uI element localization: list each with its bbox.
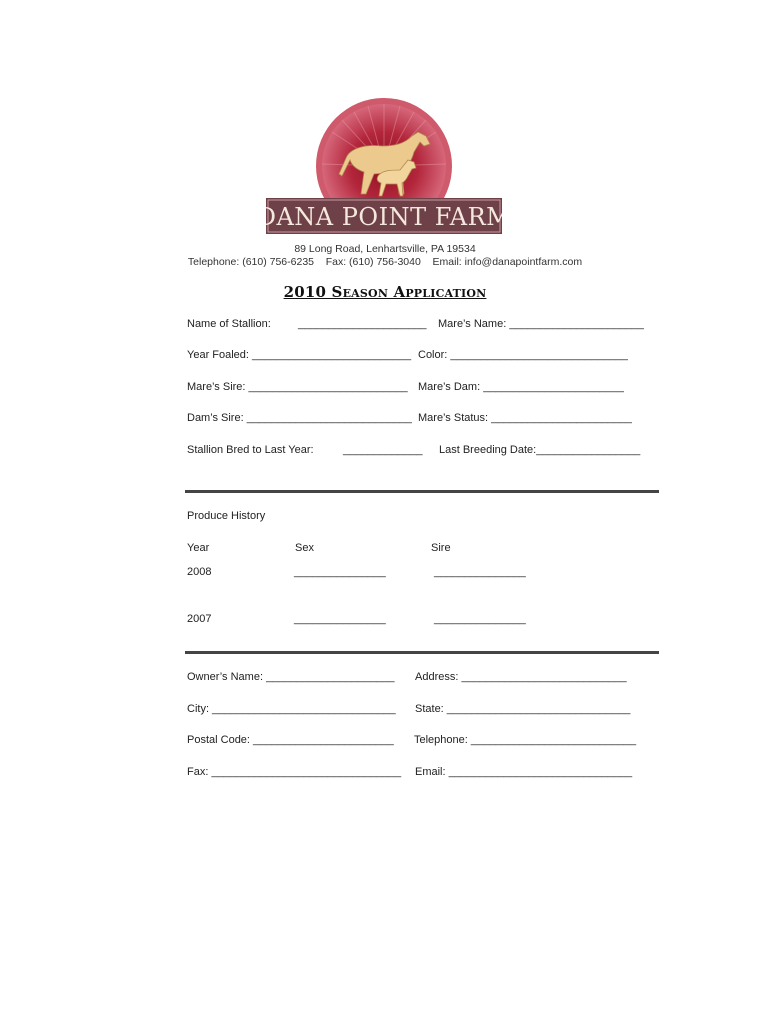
produce-year-2008: 2008 [187, 566, 212, 578]
year-foaled-field[interactable]: Year Foaled: __________________________ [187, 349, 412, 361]
owner-name-field[interactable]: Owner’s Name: _____________________ [187, 671, 395, 683]
mare-name-field[interactable]: Mare’s Name: ______________________ [438, 318, 644, 330]
section-divider [185, 651, 659, 654]
mare-status-field[interactable]: Mare’s Status: _______________________ [418, 412, 632, 424]
stallion-name-label: Name of Stallion: [187, 318, 271, 330]
logo-graphic [266, 96, 502, 234]
column-header-sire: Sire [431, 542, 451, 554]
column-header-sex: Sex [295, 542, 314, 554]
email-text: Email: info@danapointfarm.com [432, 256, 583, 268]
postal-code-field[interactable]: Postal Code: _______________________ [187, 734, 394, 746]
fax-text: Fax: (610) 756-3040 [325, 256, 421, 268]
address-line: 89 Long Road, Lenhartsville, PA 19534 [294, 243, 476, 255]
mare-dam-field[interactable]: Mare’s Dam: _______________________ [418, 381, 624, 393]
color-field[interactable]: Color: _____________________________ [418, 349, 628, 361]
dam-sire-field[interactable]: Dam’s Sire: ___________________________ [187, 412, 412, 424]
section-divider [185, 490, 659, 493]
produce-sire-field[interactable]: _______________ [434, 613, 526, 625]
email-field[interactable]: Email: ______________________________ [415, 766, 633, 778]
fax-field[interactable]: Fax: _______________________________ [187, 766, 402, 778]
address-field[interactable]: Address: ___________________________ [415, 671, 627, 683]
dana-point-farm-logo [266, 96, 502, 234]
telephone-text: Telephone: (610) 756-6235 [187, 256, 315, 268]
contact-line [0, 256, 770, 268]
page-title: 2010 Season Application [283, 283, 487, 301]
telephone-field[interactable]: Telephone: ___________________________ [414, 734, 637, 746]
city-field[interactable]: City: ______________________________ [187, 703, 396, 715]
last-breeding-date-field[interactable]: Last Breeding Date:_________________ [439, 444, 641, 456]
column-header-year: Year [187, 542, 210, 554]
mare-sire-field[interactable]: Mare’s Sire: __________________________ [187, 381, 408, 393]
stallion-name-field[interactable]: _____________________ [298, 318, 427, 330]
produce-sire-field[interactable]: _______________ [434, 566, 526, 578]
stallion-bred-label: Stallion Bred to Last Year: [187, 444, 314, 456]
stallion-bred-field[interactable]: _____________ [343, 444, 423, 456]
produce-sex-field[interactable]: _______________ [294, 566, 386, 578]
logo-farm-name: DANA POINT FARM [266, 203, 502, 231]
produce-sex-field[interactable]: _______________ [294, 613, 386, 625]
produce-history-heading: Produce History [187, 510, 266, 522]
produce-year-2007: 2007 [187, 613, 212, 625]
state-field[interactable]: State: ______________________________ [415, 703, 631, 715]
